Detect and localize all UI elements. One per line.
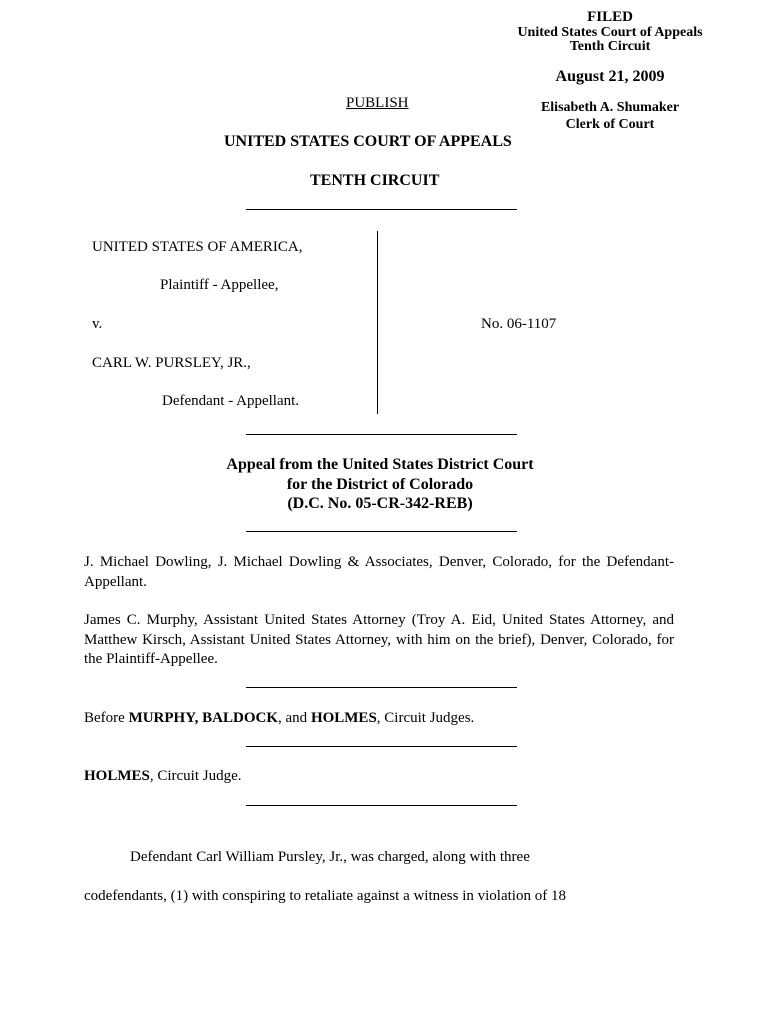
panel-judges-b: HOLMES [310,710,377,726]
case-number: No. 06-1107 [481,316,557,332]
plaintiff-role: Plaintiff - Appellee, [160,277,279,293]
filed-date: August 21, 2009 [555,68,665,86]
divider-rule [246,434,517,435]
appeal-line1: Appeal from the United States District Court [226,456,534,473]
defendant-role: Defendant - Appellant. [162,393,300,409]
divider-rule [246,805,517,806]
caption-divider [377,231,378,414]
plaintiff-name: UNITED STATES OF AMERICA, [92,239,303,255]
panel-suffix: , Circuit Judges. [376,710,475,726]
stamp-court-line1: United States Court of Appeals [517,24,703,40]
author-name: HOLMES [84,768,150,784]
panel-before: Before [84,710,129,726]
opinion-line1: Defendant Carl William Pursley, Jr., was charged, along with three [130,849,530,865]
filed-stamp [495,10,725,134]
defendant-name: CARL W. PURSLEY, JR., [92,355,251,371]
appeal-heading [160,455,600,514]
clerk-title: Clerk of Court [565,117,655,133]
appeal-line2: for the District of Colorado [286,475,474,493]
clerk-name: Elisabeth A. Shumaker [540,99,680,115]
panel-judges-a: MURPHY, BALDOCK [128,710,279,726]
counsel-defendant: J. Michael Dowling, J. Michael Dowling & Associates, Denver, Colorado, for the Defendant-Appellant. [84,554,674,590]
versus-label: v. [92,316,103,332]
author-suffix: , Circuit Judge. [149,768,242,784]
stamp-court-line2: Tenth Circuit [569,39,651,55]
author-line [84,767,674,787]
divider-rule [246,746,517,747]
divider-rule [246,531,517,532]
opinion-line2: codefendants, (1) with conspiring to retaliate against a witness in violation of 18 [84,888,566,904]
panel-line [84,709,674,729]
counsel-plaintiff: James C. Murphy, Assistant United States Attorney (Troy A. Eid, United States Attorney, and Matthew Kirsch, Assistant United States Attorney, with him on the brief), Denver, Colorado, for the Plaintiff-Appellee. [84,612,674,667]
divider-rule [246,687,517,688]
divider-rule [246,209,517,210]
circuit-title: TENTH CIRCUIT [310,172,440,189]
filed-label: FILED [587,9,633,25]
court-title: UNITED STATES COURT OF APPEALS [224,133,512,150]
panel-and: , and [278,710,311,726]
publish-label: PUBLISH [346,95,409,111]
clerk-block [495,99,725,134]
appeal-line3: (D.C. No. 05-CR-342-REB) [287,495,473,512]
